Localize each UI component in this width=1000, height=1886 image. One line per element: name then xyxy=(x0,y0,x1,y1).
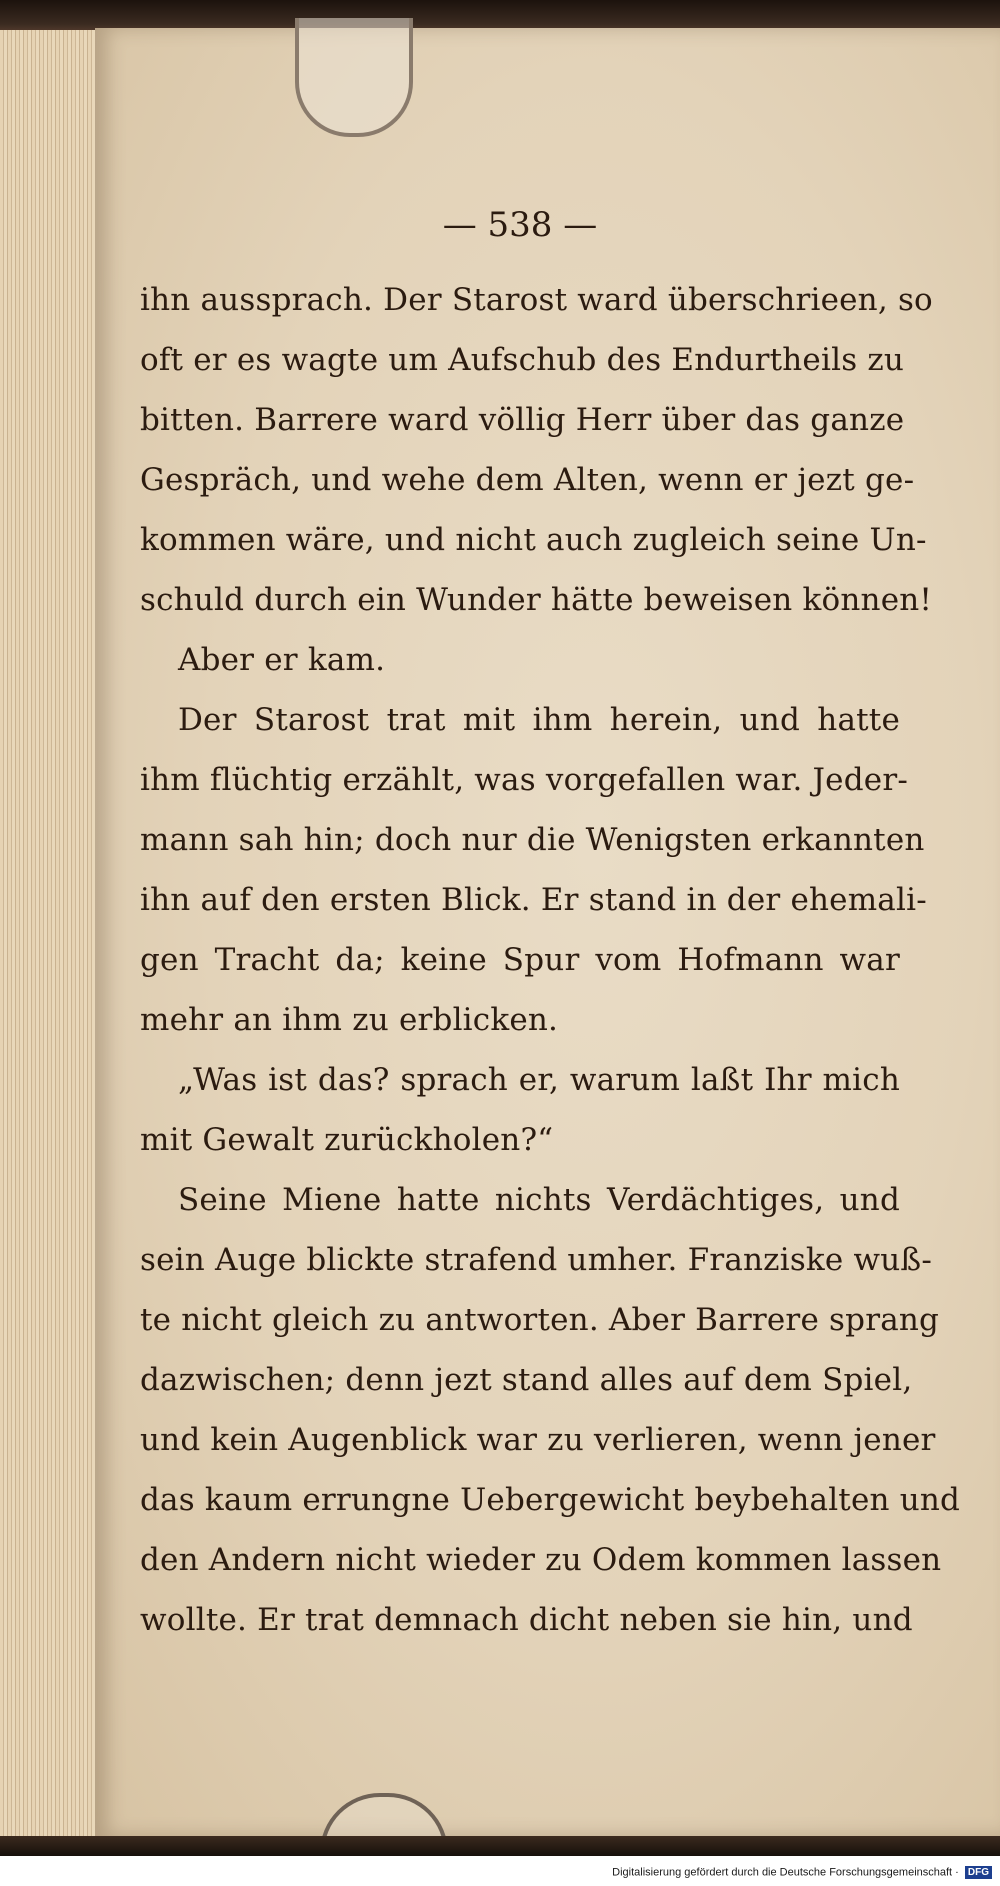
text-line: ihn auf den ersten Blick. Er stand in der ehemali- xyxy=(140,882,927,918)
text-line: bitten. Barrere ward völlig Herr über das ganze xyxy=(140,402,905,438)
text-line: mann sah hin; doch nur die Wenigsten erkannten xyxy=(140,822,925,858)
text-line: wollte. Er trat demnach dicht neben sie hin, und xyxy=(140,1602,913,1638)
text-line: dazwischen; denn jezt stand alles auf dem Spiel, xyxy=(140,1362,913,1398)
text-line: mit Gewalt zurückholen?“ xyxy=(140,1122,554,1158)
dfg-logo[interactable]: DFG xyxy=(965,1866,992,1879)
text-line: und kein Augenblick war zu verlieren, wenn jener xyxy=(140,1422,936,1458)
page-number: — 538 — xyxy=(442,205,598,245)
text-line: schuld durch ein Wunder hätte beweisen können! xyxy=(140,582,933,618)
text-line: Gespräch, und wehe dem Alten, wenn er jezt ge- xyxy=(140,462,915,498)
credit-text: Digitalisierung gefördert durch die Deutsche Forschungsgemeinschaft · xyxy=(612,1866,959,1879)
text-line: oft er es wagte um Aufschub des Endurtheils zu xyxy=(140,342,905,378)
text-line: mehr an ihm zu erblicken. xyxy=(140,1002,559,1038)
text-line: „Was ist das? sprach er, warum laßt Ihr mich xyxy=(178,1062,900,1098)
body-text xyxy=(140,270,961,1650)
text-line: Der Starost trat mit ihm herein, und hatte xyxy=(178,702,900,738)
binding-bottom xyxy=(0,1836,1000,1856)
text-line: Seine Miene hatte nichts Verdächtiges, und xyxy=(178,1182,900,1218)
text-line: Aber er kam. xyxy=(178,642,386,678)
page-edges xyxy=(0,30,100,1850)
digitization-credit xyxy=(612,1866,992,1879)
text-line: das kaum errungne Uebergewicht beybehalten und xyxy=(140,1482,961,1518)
paper-clip-top-icon xyxy=(295,18,413,137)
text-line: gen Tracht da; keine Spur vom Hofmann war xyxy=(140,942,900,978)
text-line: kommen wäre, und nicht auch zugleich seine Un- xyxy=(140,522,927,558)
text-line: te nicht gleich zu antworten. Aber Barrere sprang xyxy=(140,1302,940,1338)
text-line: ihn aussprach. Der Starost ward überschrieen, so xyxy=(140,282,933,318)
text-line: sein Auge blickte strafend umher. Franziske wuß- xyxy=(140,1242,933,1278)
text-line: den Andern nicht wieder zu Odem kommen lassen xyxy=(140,1542,942,1578)
text-line: ihm flüchtig erzählt, was vorgefallen war. Jeder- xyxy=(140,762,909,798)
